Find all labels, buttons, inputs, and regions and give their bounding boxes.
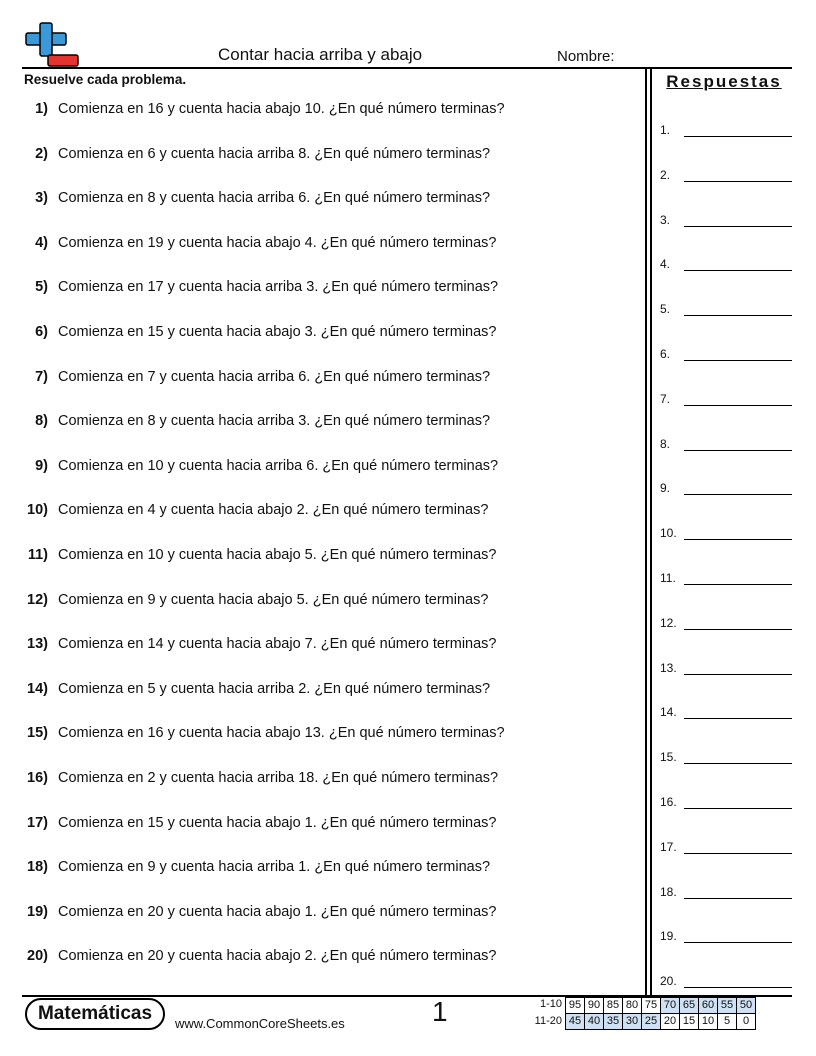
score-cell: 50 — [737, 998, 756, 1014]
answer-line[interactable] — [684, 629, 792, 630]
answer-line[interactable] — [684, 898, 792, 899]
answer-blank[interactable] — [660, 657, 792, 677]
answer-number: 13. — [660, 660, 677, 675]
answer-number: 4. — [660, 257, 671, 272]
problem-text: Comienza en 15 y cuenta hacia abajo 3. ¿En qué número terminas? — [58, 324, 497, 340]
answer-line[interactable] — [684, 539, 792, 540]
score-cell: 30 — [623, 1014, 642, 1030]
answer-line[interactable] — [684, 584, 792, 585]
answer-line[interactable] — [684, 360, 792, 361]
answer-line[interactable] — [684, 226, 792, 227]
problem-number: 17) — [27, 814, 48, 831]
answer-line[interactable] — [684, 181, 792, 182]
answer-number: 6. — [660, 347, 671, 361]
answer-blank[interactable] — [660, 925, 792, 945]
answer-number: 9. — [660, 481, 671, 496]
problem-number: 19) — [27, 903, 48, 920]
problem-text: Comienza en 9 y cuenta hacia arriba 1. ¿En qué número terminas? — [58, 859, 491, 876]
score-cell: 85 — [604, 998, 623, 1014]
score-cell: 70 — [661, 998, 680, 1014]
answer-line[interactable] — [684, 987, 792, 988]
score-table — [565, 997, 756, 1030]
problem-text: Comienza en 19 y cuenta hacia abajo 4. ¿En qué número terminas? — [58, 234, 497, 251]
problem-text: Comienza en 16 y cuenta hacia abajo 10. ¿En qué número terminas? — [58, 101, 505, 117]
problem-number: 6) — [35, 324, 48, 340]
answer-line[interactable] — [684, 405, 792, 406]
score-cell: 5 — [718, 1014, 737, 1030]
answer-line[interactable] — [684, 315, 792, 316]
subject-badge: Matemáticas — [25, 998, 165, 1030]
problem-number: 8) — [35, 413, 48, 430]
answer-line[interactable] — [684, 136, 792, 137]
score-cell: 65 — [680, 998, 699, 1014]
answer-line[interactable] — [684, 718, 792, 719]
answer-number: 17. — [660, 839, 677, 854]
answer-blank[interactable] — [660, 970, 792, 990]
problem-number: 16) — [27, 770, 48, 786]
answer-blank[interactable] — [660, 433, 792, 453]
answer-number: 11. — [660, 571, 676, 585]
answer-number: 18. — [660, 884, 677, 899]
page-title: Contar hacia arriba y abajo — [218, 45, 423, 64]
answer-line[interactable] — [684, 853, 792, 854]
score-cell: 10 — [699, 1014, 718, 1030]
problem-text: Comienza en 8 y cuenta hacia arriba 6. ¿En qué número terminas? — [58, 190, 491, 207]
problem-number: 15) — [27, 725, 48, 742]
answer-blank[interactable] — [660, 298, 792, 318]
answer-blank[interactable] — [660, 522, 792, 542]
answers-title: Respuestas — [666, 72, 782, 91]
score-cell: 60 — [699, 998, 718, 1014]
problem-text: Comienza en 5 y cuenta hacia arriba 2. ¿En qué número terminas? — [58, 680, 491, 697]
problem-number: 4) — [35, 234, 48, 251]
problem-number: 3) — [35, 190, 48, 207]
answer-blank[interactable] — [660, 119, 792, 139]
score-cell: 75 — [642, 998, 661, 1014]
answer-blank[interactable] — [660, 836, 792, 856]
answer-blank[interactable] — [660, 701, 792, 721]
problem-text: Comienza en 10 y cuenta hacia abajo 5. ¿En qué número terminas? — [58, 547, 497, 563]
problem-number: 14) — [27, 680, 48, 697]
problem-number: 13) — [27, 636, 48, 653]
answer-blank[interactable] — [660, 881, 792, 901]
problem-text: Comienza en 9 y cuenta hacia abajo 5. ¿En qué número terminas? — [58, 591, 489, 608]
answer-line[interactable] — [684, 270, 792, 271]
answer-number: 5. — [660, 302, 671, 317]
answer-number: 16. — [660, 795, 677, 809]
instructions: Resuelve cada problema. — [24, 72, 187, 87]
answer-blank[interactable] — [660, 791, 792, 811]
answer-blank[interactable] — [660, 388, 792, 408]
problem-text: Comienza en 8 y cuenta hacia arriba 3. ¿En qué número terminas? — [58, 413, 491, 430]
score-cell: 0 — [737, 1014, 756, 1030]
answer-number: 14. — [660, 705, 677, 720]
column-divider-left — [645, 69, 647, 996]
problem-number: 12) — [27, 591, 48, 608]
problem-text: Comienza en 17 y cuenta hacia arriba 3. ¿En qué número terminas? — [58, 279, 499, 296]
problem-text: Comienza en 4 y cuenta hacia abajo 2. ¿En qué número terminas? — [58, 502, 489, 519]
problem-text: Comienza en 20 y cuenta hacia abajo 2. ¿En qué número terminas? — [58, 948, 497, 965]
score-label-11-20: 11-20 — [534, 1015, 562, 1027]
answer-blank[interactable] — [660, 209, 792, 229]
answer-number: 3. — [660, 212, 671, 227]
problem-number: 10) — [27, 502, 48, 519]
answer-line[interactable] — [684, 674, 792, 675]
problem-number: 18) — [27, 859, 48, 876]
answer-line[interactable] — [684, 450, 792, 451]
score-cell: 25 — [642, 1014, 661, 1030]
score-row-1-10 — [566, 998, 756, 1014]
answer-number: 20. — [660, 974, 677, 989]
problem-number: 9) — [35, 457, 48, 474]
answer-number: 2. — [660, 167, 671, 182]
answer-line[interactable] — [684, 942, 792, 943]
answer-blank[interactable] — [660, 253, 792, 273]
score-cell: 45 — [566, 1014, 585, 1030]
problem-number: 1) — [35, 101, 48, 117]
answer-blank[interactable] — [660, 567, 792, 587]
problem-number: 7) — [35, 368, 48, 385]
answer-number: 19. — [660, 929, 677, 944]
answer-number: 1. — [660, 123, 671, 137]
page-number: 1 — [432, 996, 448, 1027]
score-cell: 90 — [585, 998, 604, 1014]
score-cell: 15 — [680, 1014, 699, 1030]
answer-blank[interactable] — [660, 477, 792, 497]
website-link[interactable]: www.CommonCoreSheets.es — [175, 1016, 345, 1031]
answer-blank[interactable] — [660, 612, 792, 632]
answer-number: 10. — [660, 526, 677, 541]
plus-minus-icon — [24, 22, 80, 68]
score-row-11-20 — [566, 1014, 756, 1030]
answer-number: 12. — [660, 615, 677, 630]
problem-text: Comienza en 14 y cuenta hacia abajo 7. ¿En qué número terminas? — [58, 636, 497, 653]
score-cell: 55 — [718, 998, 737, 1014]
problem-number: 20) — [27, 948, 48, 965]
answer-number: 8. — [660, 436, 671, 451]
problem-text: Comienza en 20 y cuenta hacia abajo 1. ¿En qué número terminas? — [58, 903, 497, 920]
score-label-1-10: 1-10 — [539, 998, 562, 1010]
header-divider — [22, 67, 792, 69]
problem-number: 5) — [35, 279, 48, 296]
problem-text: Comienza en 7 y cuenta hacia arriba 6. ¿En qué número terminas? — [58, 368, 491, 385]
score-cell: 80 — [623, 998, 642, 1014]
problem-text: Comienza en 16 y cuenta hacia abajo 13. ¿En qué número terminas? — [58, 725, 505, 742]
answer-blank[interactable] — [660, 164, 792, 184]
problem-text: Comienza en 2 y cuenta hacia arriba 18. ¿En qué número terminas? — [58, 770, 499, 786]
score-cell: 35 — [604, 1014, 623, 1030]
answer-number: 7. — [660, 391, 671, 406]
problem-number: 11) — [27, 547, 48, 563]
name-label: Nombre: — [557, 48, 615, 65]
score-cell: 95 — [566, 998, 585, 1014]
column-divider-right — [650, 69, 652, 996]
problem-text: Comienza en 15 y cuenta hacia abajo 1. ¿En qué número terminas? — [58, 814, 497, 831]
score-cell: 20 — [661, 1014, 680, 1030]
answer-line[interactable] — [684, 494, 792, 495]
problem-text: Comienza en 6 y cuenta hacia arriba 8. ¿En qué número terminas? — [58, 145, 491, 162]
problem-text: Comienza en 10 y cuenta hacia arriba 6. ¿En qué número terminas? — [58, 457, 499, 474]
answer-blank[interactable] — [660, 343, 792, 363]
score-cell: 40 — [585, 1014, 604, 1030]
answer-line[interactable] — [684, 763, 792, 764]
answer-number: 15. — [660, 750, 677, 765]
answer-line[interactable] — [684, 808, 792, 809]
answer-blank[interactable] — [660, 746, 792, 766]
problem-number: 2) — [35, 145, 48, 162]
